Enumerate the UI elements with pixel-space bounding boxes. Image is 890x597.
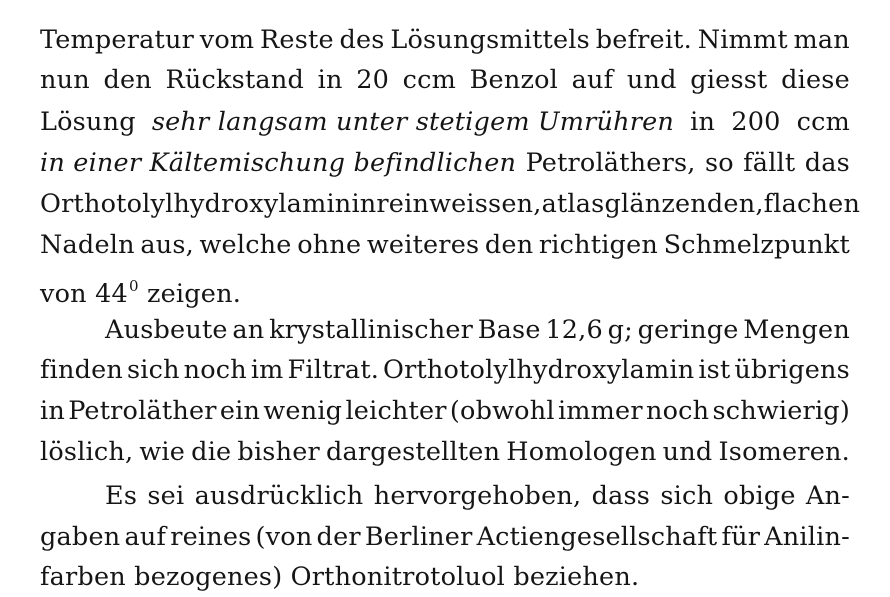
word: Petroläther	[68, 396, 217, 426]
word: weissen,	[429, 189, 542, 219]
word: vom	[199, 25, 255, 55]
word: aus,	[140, 230, 194, 260]
word: Filtrat.	[287, 355, 380, 385]
paragraph-2-line-2	[40, 350, 850, 390]
word: in	[351, 189, 377, 219]
word: finden	[40, 355, 124, 385]
word: ein	[219, 396, 261, 426]
paragraph-1-line-3	[40, 102, 850, 142]
word: den	[484, 230, 534, 260]
word: Isomeren.	[718, 437, 850, 467]
word: ccm	[402, 65, 456, 95]
word: ccm	[796, 107, 850, 137]
word: Temperatur	[40, 25, 194, 55]
word: noch	[183, 355, 247, 385]
word: auf	[571, 65, 614, 95]
word: ist	[698, 355, 731, 385]
paragraph-3-line-1	[105, 476, 850, 516]
word: noch	[645, 396, 710, 426]
word: leichter	[345, 396, 447, 426]
word: befreit.	[595, 25, 692, 55]
word: Homologen	[506, 437, 657, 467]
word: und	[626, 65, 677, 95]
word: Lösungsmittels	[390, 25, 590, 55]
word: wie	[139, 437, 186, 467]
italic-phrase: in einer Kältemischung befindlichen	[40, 148, 517, 178]
word: der	[316, 522, 361, 552]
word: Mengen	[743, 315, 850, 345]
word: auf	[124, 522, 167, 552]
word: Lösung	[40, 107, 136, 137]
word: reines	[170, 522, 252, 552]
word: in	[317, 65, 343, 95]
word: An-	[805, 481, 850, 511]
word: dargestellten	[325, 437, 501, 467]
word: Orthotolylhydroxylamin	[382, 355, 695, 385]
paragraph-1-line-4	[40, 143, 850, 183]
paragraph-3-line-2	[40, 517, 850, 557]
text-before: von 44	[40, 279, 128, 309]
word: bisher	[237, 437, 320, 467]
word: hervorgehoben,	[373, 481, 582, 511]
word: (von	[255, 522, 313, 552]
word: obige	[723, 481, 796, 511]
word: Ausbeute	[105, 315, 228, 345]
word: in	[40, 396, 65, 426]
word: dass	[591, 481, 651, 511]
paragraph-1-line-7	[40, 266, 850, 309]
word: 12,6	[545, 315, 603, 345]
word: immer	[557, 396, 643, 426]
word: wenig	[263, 396, 343, 426]
word: 200	[731, 107, 781, 137]
word: (obwohl	[449, 396, 555, 426]
text: farben bezogenes) Orthonitrotoluol beziehen.	[40, 562, 640, 592]
word: Nimmt	[697, 25, 788, 55]
word: flachen	[763, 189, 861, 219]
degree-superscript: 0	[128, 277, 139, 295]
word: Berliner	[364, 522, 473, 552]
word: Petroläthers,	[525, 148, 696, 178]
word: 20	[356, 65, 390, 95]
word: des	[339, 25, 385, 55]
word: Schmelzpunkt	[663, 230, 850, 260]
word: fällt	[743, 148, 796, 178]
word: richtigen	[538, 230, 658, 260]
word: welche	[199, 230, 292, 260]
word: löslich,	[40, 437, 134, 467]
word: Rückstand	[165, 65, 304, 95]
paragraph-1-line-6	[40, 225, 850, 265]
word: Reste	[260, 25, 334, 55]
word: gaben	[40, 522, 121, 552]
paragraph-2-line-1	[105, 310, 850, 350]
word: übrigens	[734, 355, 850, 385]
word: ausdrücklich	[194, 481, 364, 511]
word: weiteres	[366, 230, 480, 260]
word: sei	[147, 481, 185, 511]
word: und	[662, 437, 713, 467]
word: Base	[477, 315, 541, 345]
word: Nadeln	[40, 230, 135, 260]
text-after: zeigen.	[138, 279, 242, 309]
word: Es	[105, 481, 138, 511]
word: sich	[660, 481, 714, 511]
word: den	[103, 65, 152, 95]
word: Benzol	[469, 65, 559, 95]
word: in	[690, 107, 716, 137]
word: Actiengesellschaft	[476, 522, 718, 552]
paragraph-2-line-4	[40, 432, 850, 472]
word: nun	[40, 65, 90, 95]
paragraph-2-line-3	[40, 391, 850, 431]
italic-phrase: sehr langsam unter stetigem Umrühren	[151, 107, 675, 137]
word: sich	[126, 355, 180, 385]
word: diese	[781, 65, 850, 95]
word: Anilin-	[764, 522, 850, 552]
word: schwierig)	[712, 396, 850, 426]
word: giesst	[690, 65, 768, 95]
word: rein	[376, 189, 430, 219]
paragraph-1-line-5	[40, 184, 861, 224]
word: atlasglänzenden,	[541, 189, 764, 219]
word: das	[804, 148, 850, 178]
word: g;	[607, 315, 633, 345]
paragraph-3-line-3	[40, 557, 850, 597]
word: an	[232, 315, 265, 345]
word: man	[793, 25, 850, 55]
word: für	[721, 522, 761, 552]
word: im	[250, 355, 284, 385]
word: ohne	[297, 230, 362, 260]
word: die	[191, 437, 232, 467]
word: geringe	[637, 315, 739, 345]
word: Orthotolylhydroxylamin	[40, 189, 352, 219]
word: so	[704, 148, 734, 178]
paragraph-1-line-1	[40, 20, 850, 60]
paragraph-1-line-2	[40, 60, 850, 100]
word: krystallinischer	[269, 315, 474, 345]
